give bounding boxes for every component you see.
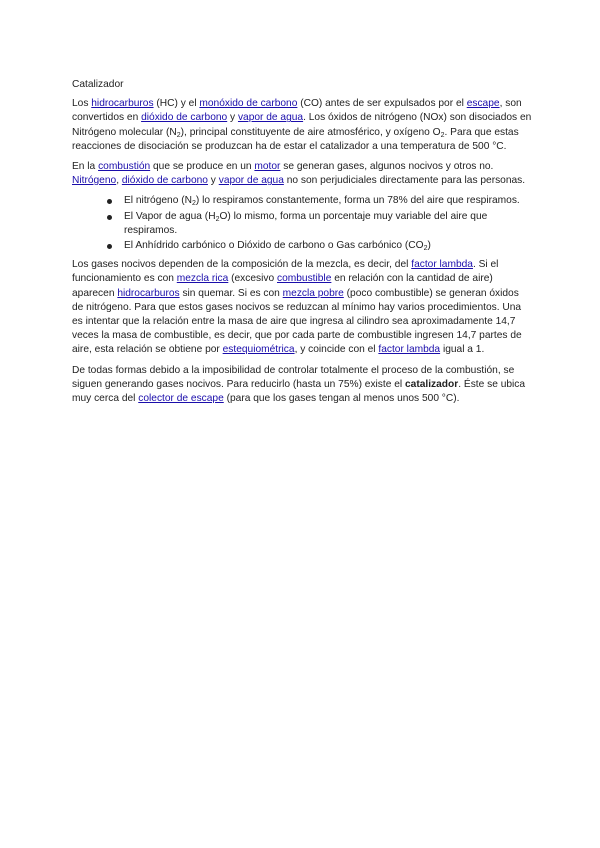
link-hidrocarburos[interactable]: hidrocarburos: [117, 287, 180, 299]
link-combustible[interactable]: combustible: [277, 273, 332, 285]
link-nitrogeno[interactable]: Nitrógeno: [72, 175, 117, 187]
link-motor[interactable]: motor: [254, 161, 281, 173]
bullet-icon: [107, 199, 112, 204]
list-item: El Anhídrido carbónico o Dióxido de carbono o Gas carbónico $(CO_2)$: [124, 239, 532, 253]
link-factor-lambda[interactable]: factor lambda: [378, 344, 441, 356]
list-item: El Vapor de agua $(H_2O)$ lo mismo, forma un porcentaje muy variable del aire que respiramos.: [124, 210, 532, 238]
document-body: [72, 78, 532, 412]
link-mezcla-pobre[interactable]: mezcla pobre: [282, 287, 344, 299]
bold-term-catalizador: catalizador: [405, 378, 459, 390]
bullet-icon: [107, 244, 112, 249]
paragraph-intro: Los hidrocarburos (HC) y el monóxido de carbono (CO) antes de ser expulsados por el escape, son convertidos en dióxido de carbono y vapor de agua. Los óxidos de nitrógeno (NOx) son disociados en Nitrógeno molecular $(N_2)$, principal constituyente de aire atmosférico, y oxígeno $O_2$. Para que estas reacciones de disociación se produzcan ha de estar el catalizador a una temperatura de 500 °C.: [72, 98, 532, 152]
subscript: 2: [176, 131, 181, 139]
link-combustion[interactable]: combustión: [98, 161, 151, 173]
document-title: Catalizador: [72, 79, 124, 90]
subscript: 2: [215, 215, 220, 223]
link-dioxido-de-carbono[interactable]: dióxido de carbono: [121, 175, 208, 187]
subscript: 2: [440, 131, 445, 139]
bullet-icon: [107, 215, 112, 220]
link-dioxido-de-carbono[interactable]: dióxido de carbono: [141, 112, 228, 124]
link-hidrocarburos[interactable]: hidrocarburos: [91, 98, 154, 110]
subscript: 2: [423, 245, 428, 253]
link-escape[interactable]: escape: [466, 98, 500, 110]
link-colector-de-escape[interactable]: colector de escape: [138, 393, 224, 405]
subscript: 2: [191, 200, 196, 208]
bullet-list: [72, 194, 532, 253]
paragraph-combustion: En la combustión que se produce en un motor se generan gases, algunos nocivos y otros no. Nitrógeno, dióxido de carbono y vapor de agua no son perjudiciales directamente para las personas.: [72, 161, 526, 187]
list-item: El nitrógeno $(N_2)$ lo respiramos constantemente, forma un 78% del aire que respiramos.: [124, 194, 532, 208]
link-factor-lambda[interactable]: factor lambda: [411, 259, 473, 271]
paragraph-catalizador: De todas formas debido a la imposibilidad de controlar totalmente el proceso de la combustión, se siguen generando gases nocivos. Para reducirlo (hasta un 75%) existe el catalizador. Éste se ubica muy cerca del colector de escape (para que los gases tengan al menos unos 500 °C).: [72, 364, 526, 405]
paragraph-gases-nocivos: Los gases nocivos dependen de la composición de la mezcla, es decir, del factor lambda. Si el funcionamiento es con mezcla rica (excesivo combustible en relación con la cantidad de aire) aparecen hidrocarburos sin quemar. Si es con mezcla pobre (poco combustible) se generan óxidos de nitrógeno. Para que estos gases nocivos se reduzcan al mínimo hay varios procedimientos. Una es intentar que la relación entre la masa de aire que ingresa al cilindro sea aproximadamente 14,7 veces la masa de combustible, es decir, que por cada parte de combustible ingresen 14,7 partes de aire, esta relación se obtiene por estequiométrica, y coincide con el factor lambda igual a 1.: [72, 259, 522, 356]
link-vapor-de-agua[interactable]: vapor de agua: [237, 112, 304, 124]
link-estequiometrica[interactable]: estequiométrica: [222, 344, 295, 356]
link-mezcla-rica[interactable]: mezcla rica: [176, 273, 229, 285]
link-vapor-de-agua[interactable]: vapor de agua: [218, 175, 284, 187]
link-monoxido-de-carbono[interactable]: monóxido de carbono: [199, 98, 298, 110]
